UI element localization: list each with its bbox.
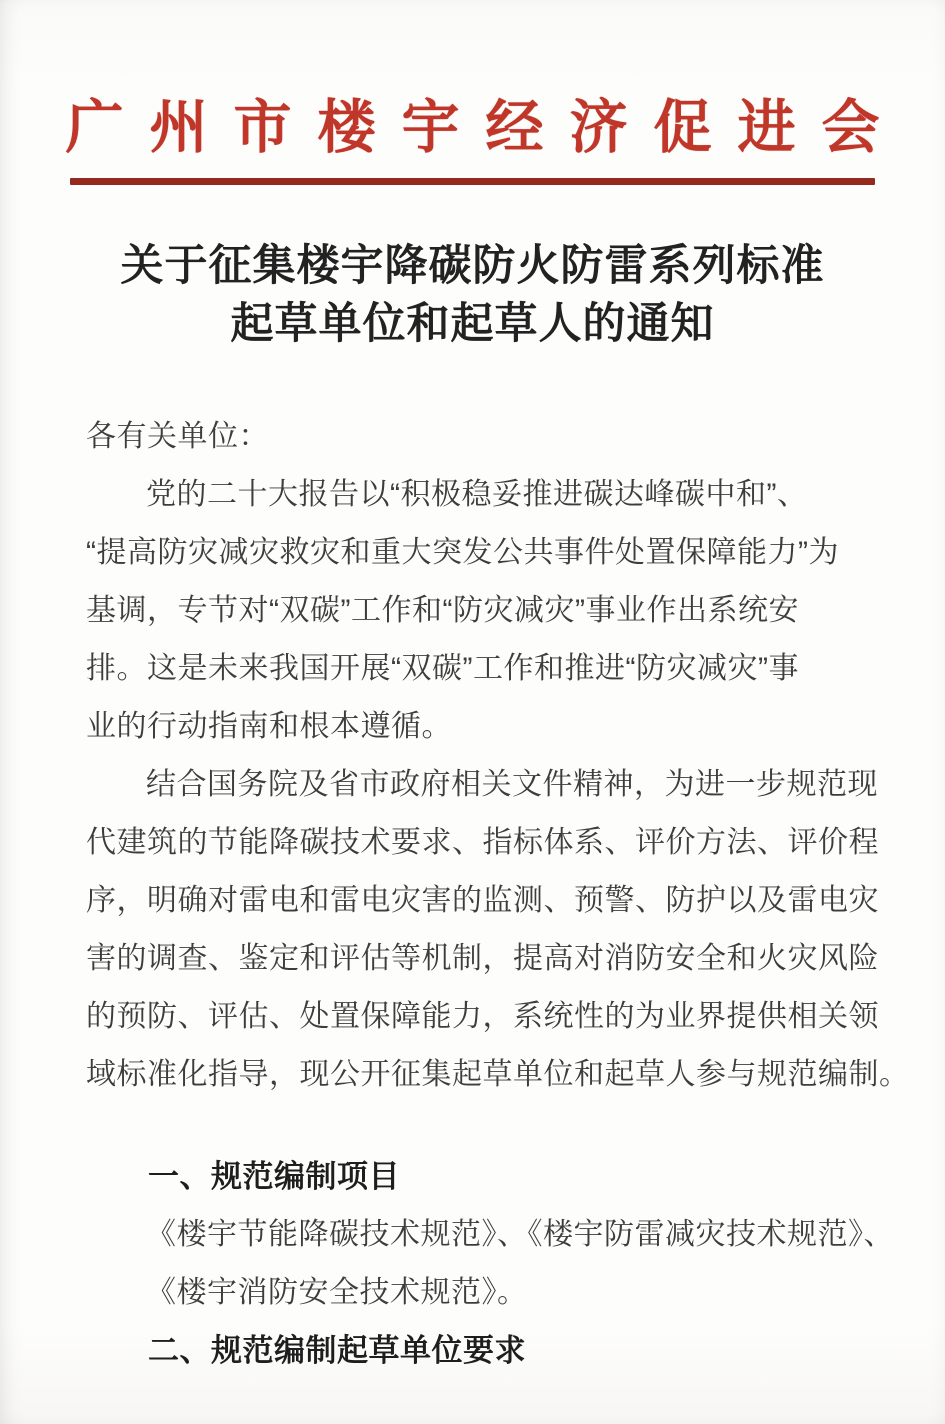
text-line: 结合国务院及省市政府相关文件精神，为进一步规范现 (146, 768, 878, 801)
organization-name: 广州市楼宇经济促进会 (65, 95, 906, 160)
notice-title (0, 237, 945, 353)
text-line: 《楼宇节能降碳技术规范》、《楼宇防雷减灾技术规范》、 (146, 1218, 894, 1251)
text-line: 害的调查、鉴定和评估等机制，提高对消防安全和火灾风险 (86, 942, 879, 975)
text-line: 序，明确对雷电和雷电灾害的监测、预警、防护以及雷电灾 (86, 884, 879, 917)
sections (86, 1148, 894, 1380)
salutation: 各有关单位： (86, 420, 269, 453)
section-1-body (86, 1206, 894, 1322)
paragraph-2 (86, 756, 910, 1104)
text-line: 《楼宇消防安全技术规范》。 (146, 1276, 528, 1309)
notice-title-line-2: 起草单位和起草人的通知 (230, 300, 715, 348)
section-2 (86, 1322, 890, 1380)
text-line: 的预防、评估、处置保障能力，系统性的为业界提供相关领 (86, 1000, 879, 1033)
section-1 (86, 1148, 894, 1322)
text-line: 业的行动指南和根本遵循。 (86, 710, 452, 743)
text-line: 党的二十大报告以“积极稳妥推进碳达峰碳中和”、 (146, 478, 808, 511)
paragraph-1 (86, 466, 890, 756)
text-line: 域标准化指导，现公开征集起草单位和起草人参与规范编制。 (86, 1058, 910, 1091)
text-line: “提高防灾减灾救灾和重大突发公共事件处置保障能力”为 (86, 536, 839, 569)
letterhead (0, 0, 945, 185)
section-2-heading: 二、规范编制起草单位要求 (148, 1333, 526, 1368)
text-line: 代建筑的节能降碳技术要求、指标体系、评价方法、评价程 (86, 826, 879, 859)
section-1-heading: 一、规范编制项目 (148, 1159, 400, 1194)
text-line: 排。这是未来我国开展“双碳”工作和推进“防灾减灾”事 (86, 652, 799, 685)
letterhead-divider (70, 178, 875, 185)
text-line: 基调，专节对“双碳”工作和“防灾减灾”事业作出系统安 (86, 594, 799, 627)
notice-title-line-1: 关于征集楼宇降碳防火防雷系列标准 (120, 242, 825, 290)
notice-body (86, 408, 910, 1380)
